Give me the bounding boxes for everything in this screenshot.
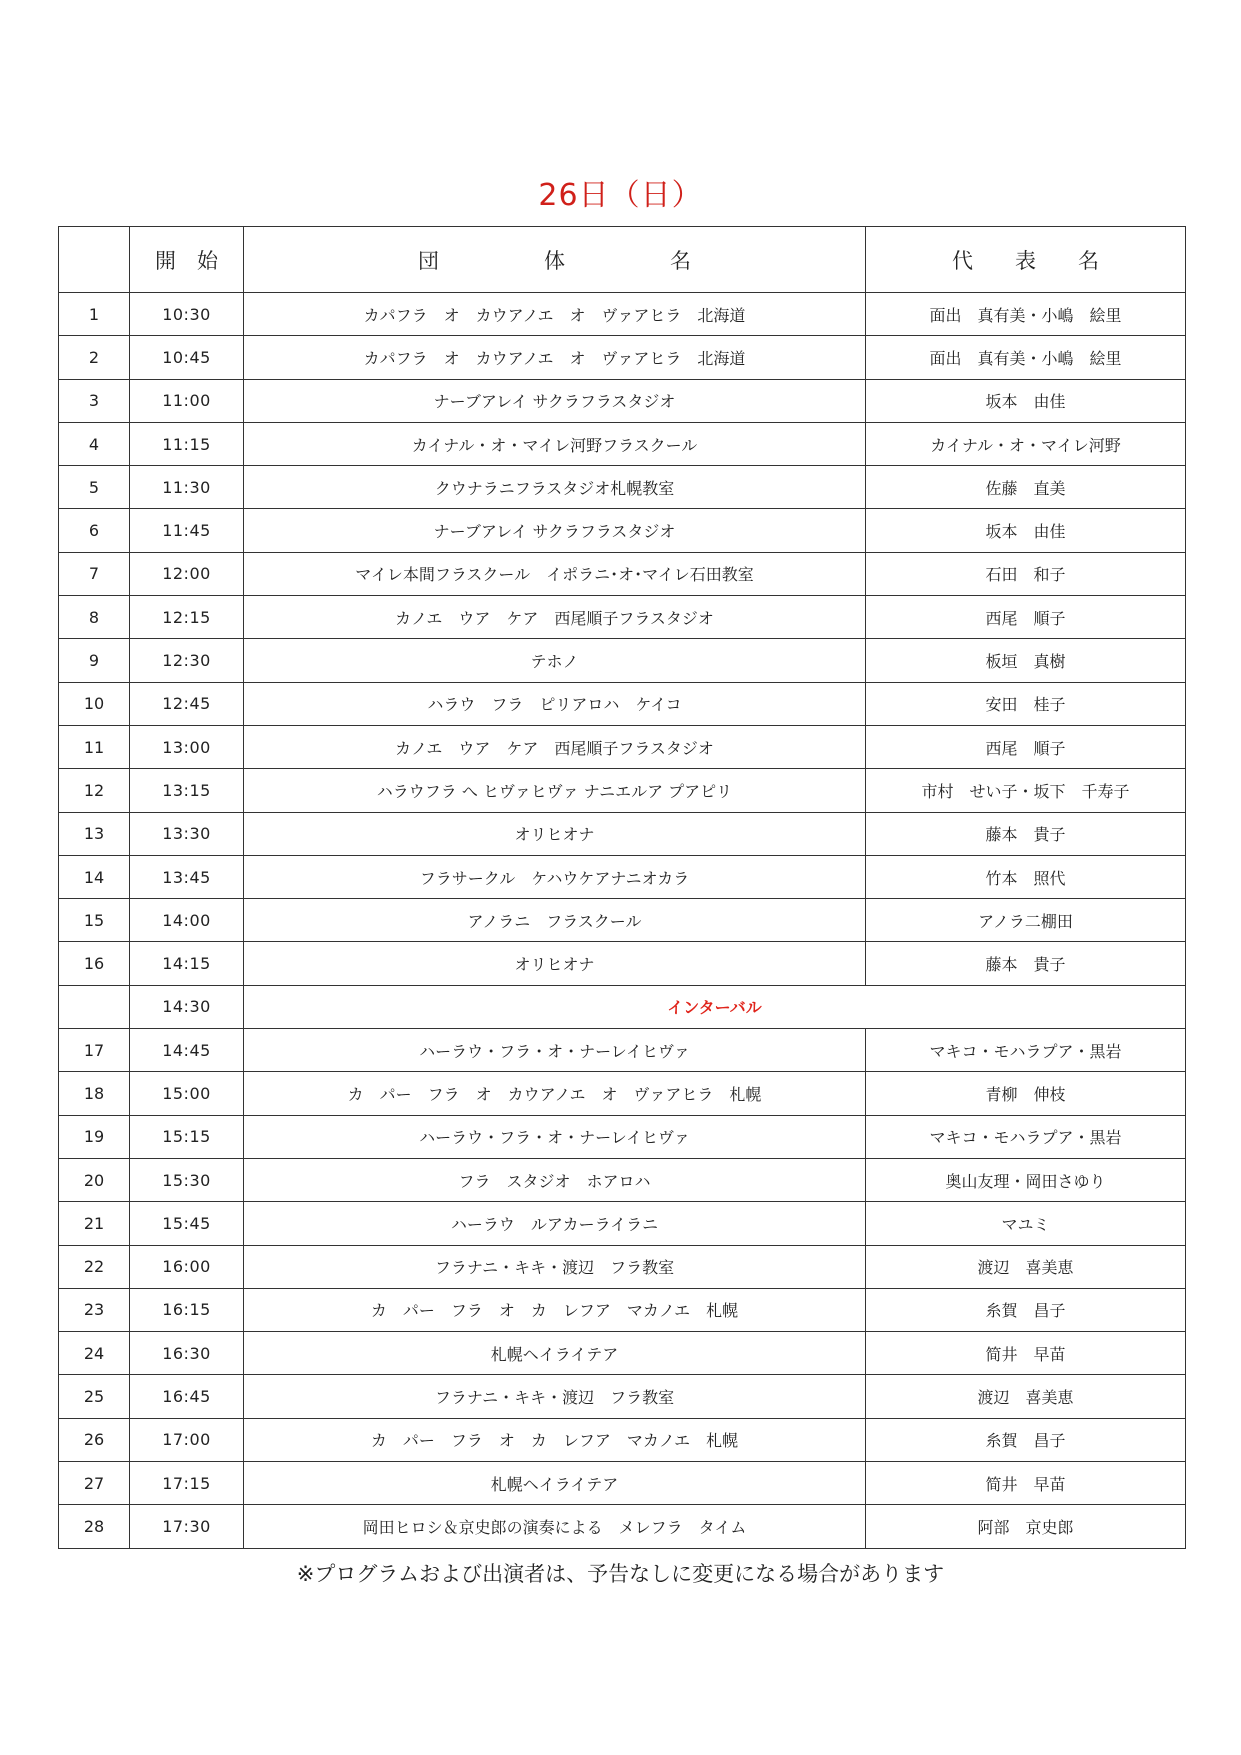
rows-before (59, 293, 1186, 986)
table-row (59, 1245, 1186, 1288)
row-number: 23 (59, 1288, 130, 1331)
row-representative: 板垣 真樹 (866, 639, 1186, 682)
row-number: 17 (59, 1029, 130, 1072)
row-group-name: フラナニ・キキ・渡辺 フラ教室 (244, 1375, 866, 1418)
row-representative: 坂本 由佳 (866, 509, 1186, 552)
interval-label: インターバル (244, 985, 1186, 1028)
table-row (59, 1418, 1186, 1461)
interval-time: 14:30 (130, 985, 244, 1028)
row-group-name: カノエ ウア ケア 西尾順子フラスタジオ (244, 596, 866, 639)
table-row (59, 812, 1186, 855)
table-row (59, 336, 1186, 379)
row-start-time: 13:15 (130, 769, 244, 812)
table-row (59, 1115, 1186, 1158)
row-number: 7 (59, 552, 130, 595)
row-start-time: 11:45 (130, 509, 244, 552)
row-representative: 西尾 順子 (866, 596, 1186, 639)
row-group-name: カ パー フラ オ カ レフア マカノエ 札幌 (244, 1288, 866, 1331)
row-group-name: カ パー フラ オ カウアノエ オ ヴァアヒラ 札幌 (244, 1072, 866, 1115)
disclaimer-note: ※プログラムおよび出演者は、予告なしに変更になる場合があります (296, 1562, 945, 1586)
table-row (59, 466, 1186, 509)
row-number: 22 (59, 1245, 130, 1288)
table-row (59, 1375, 1186, 1418)
interval-section (59, 985, 1186, 1028)
row-group-name: テホノ (244, 639, 866, 682)
row-start-time: 14:45 (130, 1029, 244, 1072)
row-start-time: 13:00 (130, 725, 244, 768)
row-representative: 坂本 由佳 (866, 379, 1186, 422)
row-number: 16 (59, 942, 130, 985)
table-row (59, 379, 1186, 422)
row-start-time: 16:15 (130, 1288, 244, 1331)
row-start-time: 11:00 (130, 379, 244, 422)
table-row (59, 552, 1186, 595)
row-start-time: 10:30 (130, 293, 244, 336)
row-number: 26 (59, 1418, 130, 1461)
row-number: 25 (59, 1375, 130, 1418)
row-representative: アノラ二棚田 (866, 899, 1186, 942)
table-row (59, 422, 1186, 465)
row-representative: 简井 早苗 (866, 1462, 1186, 1505)
row-start-time: 14:00 (130, 899, 244, 942)
row-group-name: マイレ本間フラスクール イポラニ･オ･マイレ石田教室 (244, 552, 866, 595)
row-representative: 竹本 照代 (866, 855, 1186, 898)
header-start: 開 始 (130, 227, 244, 293)
schedule-table (58, 226, 1186, 1549)
row-group-name: ハーラウ・フラ・オ・ナーレイヒヴァ (244, 1029, 866, 1072)
table-row (59, 596, 1186, 639)
row-group-name: カノエ ウア ケア 西尾順子フラスタジオ (244, 725, 866, 768)
table-row (59, 639, 1186, 682)
row-group-name: フラ スタジオ ホアロハ (244, 1158, 866, 1201)
row-number: 15 (59, 899, 130, 942)
row-representative: 西尾 順子 (866, 725, 1186, 768)
header-no (59, 227, 130, 293)
row-number: 3 (59, 379, 130, 422)
row-group-name: オリヒオナ (244, 942, 866, 985)
row-start-time: 16:30 (130, 1332, 244, 1375)
row-number: 10 (59, 682, 130, 725)
table-row (59, 682, 1186, 725)
row-representative: 奥山友理・岡田さゆり (866, 1158, 1186, 1201)
row-group-name: カパフラ オ カウアノエ オ ヴァアヒラ 北海道 (244, 336, 866, 379)
row-representative: 石田 和子 (866, 552, 1186, 595)
row-group-name: カ パー フラ オ カ レフア マカノエ 札幌 (244, 1418, 866, 1461)
row-number: 8 (59, 596, 130, 639)
page-title: 26日（日） (538, 178, 703, 213)
header-rep: 代 表 名 (866, 227, 1186, 293)
row-group-name: カイナル・オ・マイレ河野フラスクール (244, 422, 866, 465)
row-start-time: 11:30 (130, 466, 244, 509)
table-row (59, 1029, 1186, 1072)
row-number: 28 (59, 1505, 130, 1548)
table-row (59, 1462, 1186, 1505)
row-number: 5 (59, 466, 130, 509)
row-number: 18 (59, 1072, 130, 1115)
table-row (59, 942, 1186, 985)
row-representative: マキコ・モハラプア・黒岩 (866, 1029, 1186, 1072)
row-start-time: 10:45 (130, 336, 244, 379)
row-number: 20 (59, 1158, 130, 1201)
row-representative: 藤本 貴子 (866, 812, 1186, 855)
row-start-time: 15:45 (130, 1202, 244, 1245)
table-row (59, 725, 1186, 768)
row-representative: 渡辺 喜美恵 (866, 1375, 1186, 1418)
row-number: 24 (59, 1332, 130, 1375)
row-group-name: ハラウ フラ ピリアロハ ケイコ (244, 682, 866, 725)
row-group-name: 札幌ヘイライテア (244, 1332, 866, 1375)
row-group-name: ナーブアレイ サクラフラスタジオ (244, 379, 866, 422)
row-number: 21 (59, 1202, 130, 1245)
row-representative: 佐藤 直美 (866, 466, 1186, 509)
row-representative: 渡辺 喜美恵 (866, 1245, 1186, 1288)
row-start-time: 12:45 (130, 682, 244, 725)
row-representative: マキコ・モハラプア・黒岩 (866, 1115, 1186, 1158)
table-row (59, 509, 1186, 552)
row-group-name: ハラウフラ へ ヒヴァヒヴァ ナニエルア プアピリ (244, 769, 866, 812)
row-representative: 市村 せい子・坂下 千寿子 (866, 769, 1186, 812)
row-group-name: ハーラウ ルアカーライラニ (244, 1202, 866, 1245)
row-representative: 安田 桂子 (866, 682, 1186, 725)
row-start-time: 12:00 (130, 552, 244, 595)
table-row (59, 1332, 1186, 1375)
row-start-time: 17:00 (130, 1418, 244, 1461)
row-start-time: 17:15 (130, 1462, 244, 1505)
row-start-time: 16:00 (130, 1245, 244, 1288)
row-representative: 面出 真有美・小嶋 絵里 (866, 336, 1186, 379)
row-start-time: 15:30 (130, 1158, 244, 1201)
table-row (59, 899, 1186, 942)
row-representative: 青柳 伸枝 (866, 1072, 1186, 1115)
table-row (59, 1505, 1186, 1548)
row-group-name: アノラニ フラスクール (244, 899, 866, 942)
row-start-time: 11:15 (130, 422, 244, 465)
row-group-name: カパフラ オ カウアノエ オ ヴァアヒラ 北海道 (244, 293, 866, 336)
row-number: 13 (59, 812, 130, 855)
row-start-time: 17:30 (130, 1505, 244, 1548)
row-group-name: フラサークル ケハウケアナニオカラ (244, 855, 866, 898)
row-representative: 简井 早苗 (866, 1332, 1186, 1375)
row-representative: マユミ (866, 1202, 1186, 1245)
row-number: 14 (59, 855, 130, 898)
row-representative: 面出 真有美・小嶋 絵里 (866, 293, 1186, 336)
row-number: 12 (59, 769, 130, 812)
row-group-name: 岡田ヒロシ＆京史郎の演奏による メレフラ タイム (244, 1505, 866, 1548)
table-row (59, 1202, 1186, 1245)
row-number: 2 (59, 336, 130, 379)
header-row (59, 227, 1186, 293)
row-start-time: 14:15 (130, 942, 244, 985)
row-number: 1 (59, 293, 130, 336)
row-number: 11 (59, 725, 130, 768)
table-row (59, 855, 1186, 898)
table-row (59, 293, 1186, 336)
row-start-time: 16:45 (130, 1375, 244, 1418)
row-group-name: ハーラウ・フラ・オ・ナーレイヒヴァ (244, 1115, 866, 1158)
row-group-name: クウナラニフラスタジオ札幌教室 (244, 466, 866, 509)
row-representative: カイナル・オ・マイレ河野 (866, 422, 1186, 465)
row-start-time: 12:30 (130, 639, 244, 682)
row-start-time: 15:15 (130, 1115, 244, 1158)
row-number: 6 (59, 509, 130, 552)
row-number: 4 (59, 422, 130, 465)
row-representative: 糸賀 昌子 (866, 1288, 1186, 1331)
table-row (59, 1158, 1186, 1201)
row-number: 19 (59, 1115, 130, 1158)
row-group-name: 札幌ヘイライテア (244, 1462, 866, 1505)
row-representative: 藤本 貴子 (866, 942, 1186, 985)
header-group: 団 体 名 (244, 227, 866, 293)
row-representative: 阿部 京史郎 (866, 1505, 1186, 1548)
table-row (59, 1072, 1186, 1115)
row-number: 9 (59, 639, 130, 682)
rows-after (59, 1029, 1186, 1549)
table-row (59, 769, 1186, 812)
row-start-time: 13:45 (130, 855, 244, 898)
row-group-name: オリヒオナ (244, 812, 866, 855)
table-row (59, 1288, 1186, 1331)
interval-no (59, 985, 130, 1028)
interval-row (59, 985, 1186, 1028)
row-group-name: フラナニ・キキ・渡辺 フラ教室 (244, 1245, 866, 1288)
row-start-time: 12:15 (130, 596, 244, 639)
row-representative: 糸賀 昌子 (866, 1418, 1186, 1461)
row-group-name: ナーブアレイ サクラフラスタジオ (244, 509, 866, 552)
row-number: 27 (59, 1462, 130, 1505)
row-start-time: 15:00 (130, 1072, 244, 1115)
row-start-time: 13:30 (130, 812, 244, 855)
